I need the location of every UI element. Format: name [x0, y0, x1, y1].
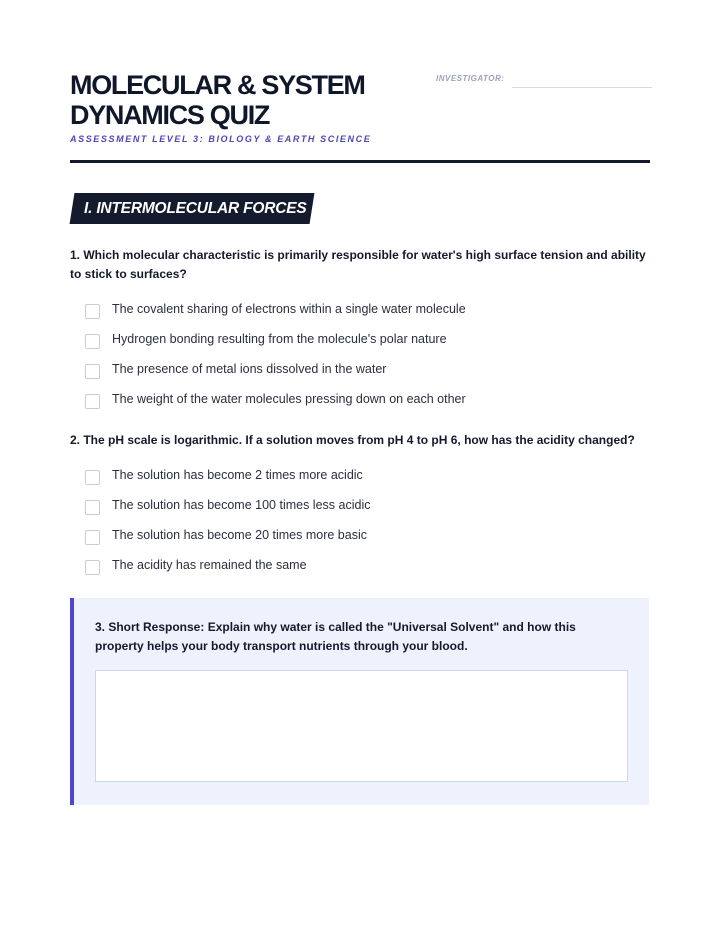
question-2-options	[70, 460, 650, 580]
question-1-option-d[interactable]	[70, 384, 650, 414]
investigator-input-line[interactable]	[512, 87, 652, 88]
option-label: The solution has become 2 times more acidic	[112, 468, 363, 482]
question-2-option-b[interactable]	[70, 490, 650, 520]
section-title: I. INTERMOLECULAR FORCES	[84, 200, 307, 217]
question-2-option-c[interactable]	[70, 520, 650, 550]
question-2-option-d[interactable]	[70, 550, 650, 580]
short-response-panel	[70, 598, 649, 805]
checkbox[interactable]	[85, 364, 100, 379]
option-label: Hydrogen bonding resulting from the molecule's polar nature	[112, 332, 447, 346]
question-2-text: 2. The pH scale is logarithmic. If a solution moves from pH 4 to pH 6, how has the acidity changed?	[70, 433, 635, 447]
checkbox[interactable]	[85, 500, 100, 515]
option-label: The acidity has remained the same	[112, 558, 307, 572]
question-1-option-b[interactable]	[70, 324, 650, 354]
question-1-option-c[interactable]	[70, 354, 650, 384]
short-response-prompt: 3. Short Response: Explain why water is called the "Universal Solvent" and how this property helps your body transport nutrients through your blood.	[95, 620, 576, 653]
checkbox[interactable]	[85, 334, 100, 349]
option-label: The covalent sharing of electrons within a single water molecule	[112, 302, 466, 316]
question-2	[70, 431, 650, 580]
quiz-subtitle: ASSESSMENT LEVEL 3: BIOLOGY & EARTH SCIENCE	[70, 134, 372, 144]
checkbox[interactable]	[85, 530, 100, 545]
quiz-header	[70, 70, 650, 144]
question-1-text: 1. Which molecular characteristic is primarily responsible for water's high surface tension and ability to stick to surfaces?	[70, 248, 646, 281]
header-divider	[70, 160, 650, 163]
question-1-option-a[interactable]	[70, 294, 650, 324]
question-1-options	[70, 294, 650, 414]
option-label: The presence of metal ions dissolved in the water	[112, 362, 387, 376]
investigator-field	[436, 74, 652, 83]
quiz-title-line-2: DYNAMICS QUIZ	[70, 100, 270, 130]
question-2-option-a[interactable]	[70, 460, 650, 490]
short-response-answer-box[interactable]	[95, 670, 628, 782]
checkbox[interactable]	[85, 560, 100, 575]
checkbox[interactable]	[85, 394, 100, 409]
option-label: The solution has become 100 times less acidic	[112, 498, 371, 512]
option-label: The solution has become 20 times more basic	[112, 528, 367, 542]
checkbox[interactable]	[85, 304, 100, 319]
investigator-label: INVESTIGATOR:	[436, 74, 505, 83]
quiz-title	[70, 70, 400, 130]
question-1	[70, 246, 650, 414]
checkbox[interactable]	[85, 470, 100, 485]
quiz-title-line-1: MOLECULAR & SYSTEM	[70, 70, 365, 100]
option-label: The weight of the water molecules pressing down on each other	[112, 392, 466, 406]
